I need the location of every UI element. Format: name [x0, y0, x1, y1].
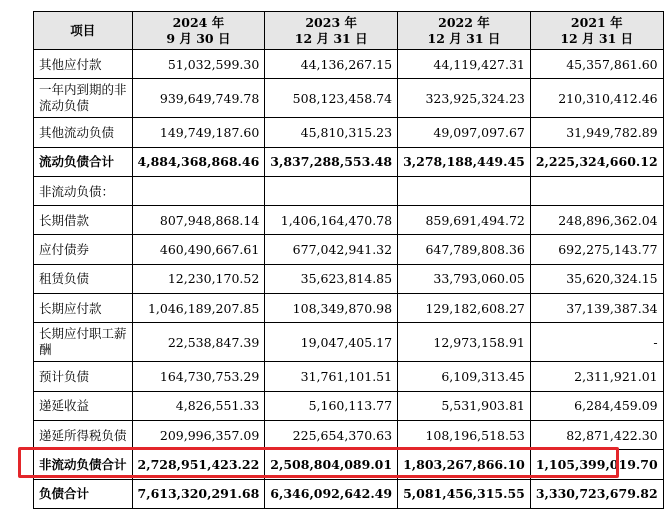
table-row: [34, 294, 664, 323]
row-label: 递延所得税负债: [34, 420, 133, 449]
cell-value: 6,284,459.09: [530, 391, 663, 420]
cell-value: 5,160,113.77: [265, 391, 398, 420]
cell-value: 2,508,804,089.01: [265, 450, 398, 479]
row-label: 非流动负债合计: [34, 450, 133, 479]
row-label: 预计负债: [34, 362, 133, 391]
table-row: [34, 235, 664, 264]
cell-value: 209,996,357.09: [132, 420, 265, 449]
cell-value: 44,136,267.15: [265, 50, 398, 79]
cell-value: 248,896,362.04: [530, 206, 663, 235]
cell-value: 210,310,412.46: [530, 79, 663, 118]
header-2022: 2022 年 12 月 31 日: [398, 12, 531, 50]
cell-value: 1,046,189,207.85: [132, 294, 265, 323]
cell-value: 51,032,599.30: [132, 50, 265, 79]
table-row: [34, 362, 664, 391]
highlight-box: [18, 447, 619, 478]
cell-value: 37,139,387.34: [530, 294, 663, 323]
cell-value: 31,761,101.51: [265, 362, 398, 391]
cell-value: 1,105,399,019.70: [530, 450, 663, 479]
cell-value: 2,728,951,423.22: [132, 450, 265, 479]
cell-value: 3,278,188,449.45: [398, 147, 531, 176]
table-row: [34, 206, 664, 235]
cell-value: 2,311,921.01: [530, 362, 663, 391]
cell-value: 3,330,723,679.82: [530, 479, 663, 508]
cell-value: 31,949,782.89: [530, 118, 663, 147]
table-row: [34, 323, 664, 362]
cell-value: 22,538,847.39: [132, 323, 265, 362]
header-item: 项目: [34, 12, 133, 50]
cell-value: 45,810,315.23: [265, 118, 398, 147]
cell-value: 4,826,551.33: [132, 391, 265, 420]
cell-value: 108,349,870.98: [265, 294, 398, 323]
cell-value: 33,793,060.05: [398, 264, 531, 293]
cell-value: [530, 176, 663, 205]
row-label: 一年内到期的非流动负债: [34, 79, 133, 118]
cell-value: 82,871,422.30: [530, 420, 663, 449]
cell-value: 323,925,324.23: [398, 79, 531, 118]
cell-value: 164,730,753.29: [132, 362, 265, 391]
header-2021: 2021 年 12 月 31 日: [530, 12, 663, 50]
cell-value: 19,047,405.17: [265, 323, 398, 362]
table-row-section: [34, 176, 664, 205]
row-label: 流动负债合计: [34, 147, 133, 176]
cell-value: 225,654,370.63: [265, 420, 398, 449]
cell-value: 460,490,667.61: [132, 235, 265, 264]
cell-value: [132, 176, 265, 205]
table-header-row: [34, 12, 664, 50]
cell-value: 149,749,187.60: [132, 118, 265, 147]
row-label: 长期应付款: [34, 294, 133, 323]
table-row: [34, 391, 664, 420]
table-row-subtotal: [34, 147, 664, 176]
cell-value: 6,109,313.45: [398, 362, 531, 391]
cell-value: 35,620,324.15: [530, 264, 663, 293]
cell-value: 45,357,861.60: [530, 50, 663, 79]
row-label: 负债合计: [34, 479, 133, 508]
cell-value: 1,803,267,866.10: [398, 450, 531, 479]
cell-value: 12,973,158.91: [398, 323, 531, 362]
table-row: [34, 118, 664, 147]
cell-value: 5,081,456,315.55: [398, 479, 531, 508]
cell-value: [398, 176, 531, 205]
row-label: 应付债券: [34, 235, 133, 264]
row-label: 其他应付款: [34, 50, 133, 79]
cell-value: -: [530, 323, 663, 362]
cell-value: 3,837,288,553.48: [265, 147, 398, 176]
cell-value: 129,182,608.27: [398, 294, 531, 323]
cell-value: 692,275,143.77: [530, 235, 663, 264]
cell-value: 12,230,170.52: [132, 264, 265, 293]
cell-value: 807,948,868.14: [132, 206, 265, 235]
cell-value: 5,531,903.81: [398, 391, 531, 420]
cell-value: 44,119,427.31: [398, 50, 531, 79]
cell-value: 647,789,808.36: [398, 235, 531, 264]
row-label: 非流动负债：: [34, 176, 133, 205]
cell-value: 35,623,814.85: [265, 264, 398, 293]
table-row: [34, 79, 664, 118]
table-row-total: [34, 479, 664, 508]
cell-value: 939,649,749.78: [132, 79, 265, 118]
cell-value: 508,123,458.74: [265, 79, 398, 118]
table-row: [34, 420, 664, 449]
financial-table: [33, 11, 664, 509]
cell-value: 7,613,320,291.68: [132, 479, 265, 508]
row-label: 长期应付职工薪酬: [34, 323, 133, 362]
row-label: 递延收益: [34, 391, 133, 420]
cell-value: 677,042,941.32: [265, 235, 398, 264]
cell-value: 4,884,368,868.46: [132, 147, 265, 176]
row-label: 长期借款: [34, 206, 133, 235]
header-2023: 2023 年 12 月 31 日: [265, 12, 398, 50]
header-2024: 2024 年 9 月 30 日: [132, 12, 265, 50]
table-row: [34, 50, 664, 79]
row-label: 其他流动负债: [34, 118, 133, 147]
cell-value: 49,097,097.67: [398, 118, 531, 147]
table-row: [34, 264, 664, 293]
row-label: 租赁负债: [34, 264, 133, 293]
cell-value: 6,346,092,642.49: [265, 479, 398, 508]
cell-value: 2,225,324,660.12: [530, 147, 663, 176]
cell-value: 108,196,518.53: [398, 420, 531, 449]
cell-value: 859,691,494.72: [398, 206, 531, 235]
cell-value: [265, 176, 398, 205]
cell-value: 1,406,164,470.78: [265, 206, 398, 235]
